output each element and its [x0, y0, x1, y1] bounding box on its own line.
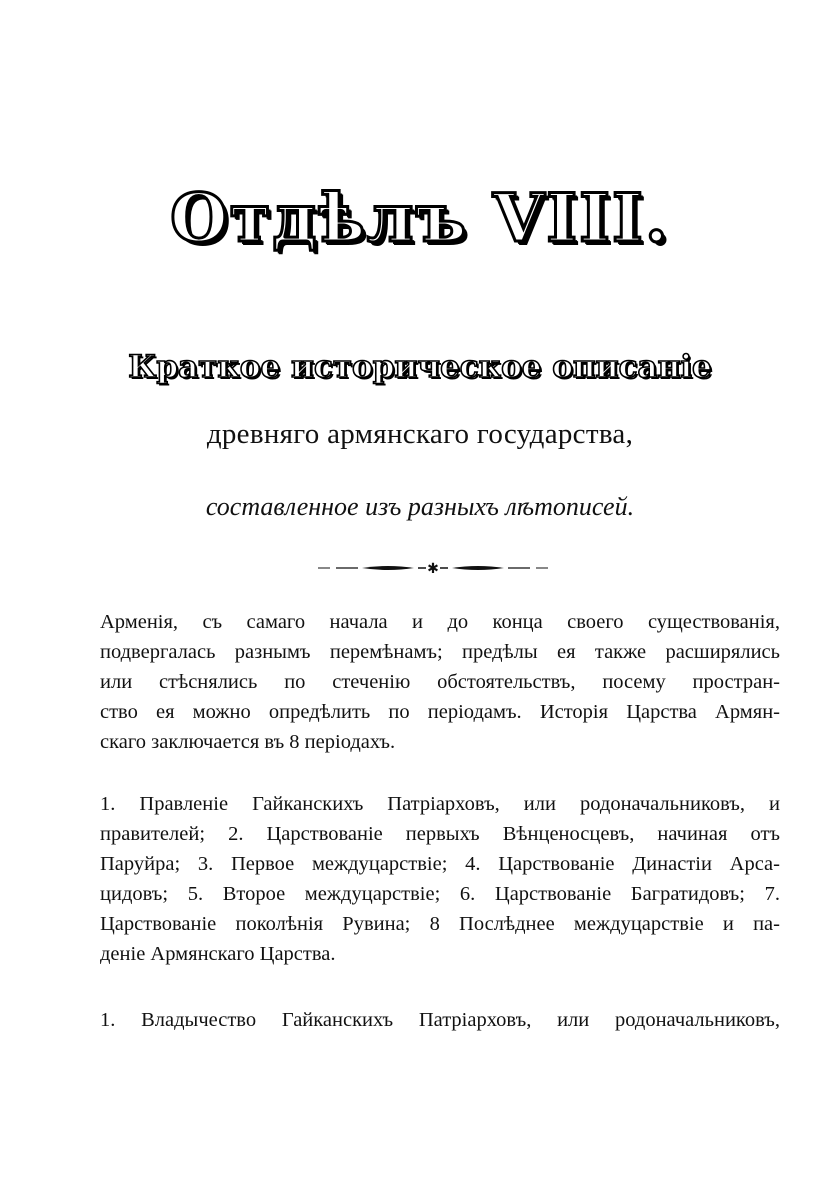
- text-line: Арменія, съ самаго начала и до конца своего существованія,: [100, 611, 780, 633]
- text-line: скаго заключается въ 8 періодахъ.: [100, 731, 396, 753]
- text-line: 1. Владычество Гайканскихъ Патріарховъ, или родоначальниковъ,: [100, 1009, 780, 1031]
- text-line: Царствованіе поколѣнія Рувина; 8 Послѣднее междуцарствіе и па-: [100, 913, 780, 935]
- ornament-divider: [318, 558, 548, 578]
- text-line: правителей; 2. Царствованіе первыхъ Вѣнценосцевъ, начиная отъ: [100, 823, 780, 845]
- text-line: подвергалась разнымъ перемѣнамъ; предѣлы ея также расширялись: [100, 641, 780, 663]
- text-line: деніе Армянскаго Царства.: [100, 943, 336, 965]
- heading-line-1: Краткое историческое описаніе: [128, 349, 712, 385]
- svg-text:✱: ✱: [427, 561, 439, 577]
- text-line: ство ея можно опредѣлить по періодамъ. Исторія Царства Армян-: [100, 701, 780, 723]
- section-title: Отдѣлъ VIII.: [170, 179, 670, 257]
- text-line: цидовъ; 5. Второе междуцарствіе; 6. Царствованіе Багратидовъ; 7.: [100, 883, 780, 905]
- paragraph-first-period: [100, 1005, 780, 1035]
- heading-line-2: древняго армянскаго государства,: [206, 418, 634, 450]
- subtitle: составленное изъ разныхъ лѣтописей.: [205, 492, 635, 521]
- paragraph-periods: [100, 789, 780, 969]
- text-line: 1. Правленіе Гайканскихъ Патріарховъ, или родоначальниковъ, и: [100, 793, 780, 815]
- paragraph-intro: [100, 607, 780, 757]
- text-line: Паруйра; 3. Первое междуцарствіе; 4. Царствованіе Династіи Арса-: [100, 853, 780, 875]
- text-line: или стѣснялись по стеченію обстоятельствъ, посему простран-: [100, 671, 780, 693]
